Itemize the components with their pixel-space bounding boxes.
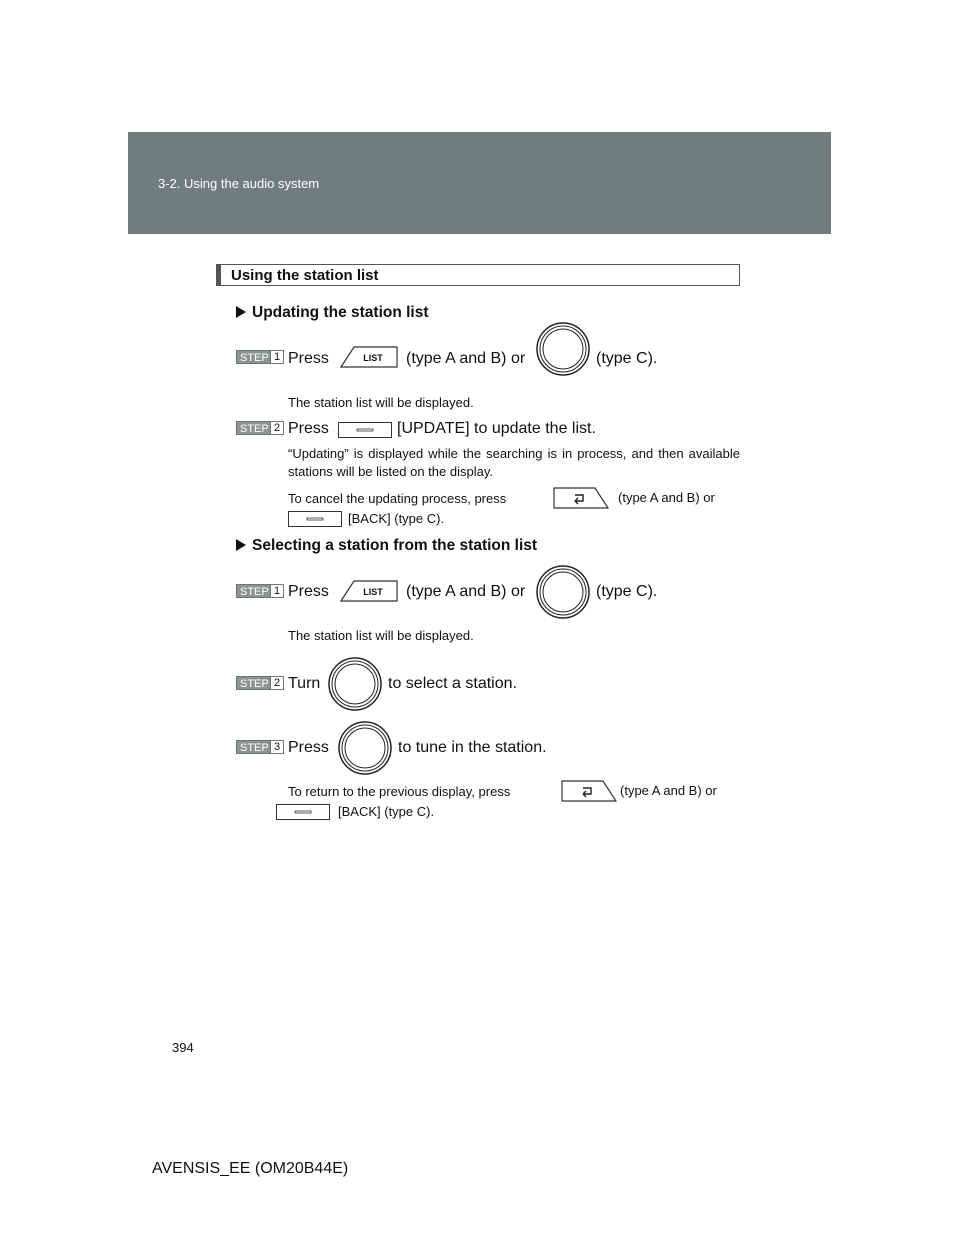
subheading-updating [236, 304, 429, 322]
triangle-bullet-icon [236, 539, 246, 551]
flat-button-icon [338, 422, 392, 438]
step-note-return-mid: (type A and B) or [620, 783, 717, 798]
step-note-cancel-mid: (type A and B) or [618, 490, 715, 505]
chapter-header-band [128, 132, 831, 234]
knob-icon [338, 721, 392, 780]
step-word: STEP [240, 352, 269, 364]
step-word: STEP [240, 586, 269, 598]
step-word: STEP [240, 423, 269, 435]
subheading-selecting [236, 537, 537, 555]
step-text-mid: (type A and B) or [406, 583, 526, 600]
step-badge [236, 676, 284, 690]
step-badge [236, 584, 284, 598]
step-word: STEP [240, 678, 269, 690]
step-number: 2 [270, 677, 283, 689]
knob-icon [536, 322, 590, 381]
back-button-icon [553, 487, 609, 509]
step-text-post: [UPDATE] to update the list. [397, 420, 596, 437]
flat-button-icon [276, 804, 330, 820]
step-note: “Updating” is displayed while the searching is in process, and then available stations will be listed on the display. [288, 446, 740, 479]
subheading-updating-text: Updating the station list [252, 304, 429, 321]
step-badge [236, 421, 284, 435]
step-text-mid: (type A and B) or [406, 350, 526, 367]
step-text-post: (type C). [596, 350, 658, 367]
step-note: The station list will be displayed. [288, 395, 474, 410]
section-title: Using the station list [231, 267, 379, 284]
step-text-pre: Turn [288, 675, 321, 692]
step-note-cancel-pre: To cancel the updating process, press [288, 491, 507, 506]
list-button-icon [340, 580, 398, 602]
step-note: The station list will be displayed. [288, 628, 474, 643]
step-note-return-post: [BACK] (type C). [338, 804, 435, 819]
flat-button-icon [288, 511, 342, 527]
step-number: 2 [270, 422, 283, 434]
step-number: 3 [270, 741, 283, 753]
step-text-pre: Press [288, 583, 329, 600]
step-note-cancel-post: [BACK] (type C). [348, 511, 445, 526]
subheading-selecting-text: Selecting a station from the station list [252, 537, 538, 554]
list-button-icon [340, 346, 398, 368]
step-word: STEP [240, 742, 269, 754]
step-text-pre: Press [288, 739, 329, 756]
back-button-icon [561, 780, 617, 802]
page-number: 394 [172, 1040, 194, 1055]
footer-model-code: AVENSIS_EE (OM20B44E) [152, 1160, 349, 1177]
step-text-pre: Press [288, 350, 329, 367]
step-number: 1 [270, 351, 283, 363]
list-button-label: LIST [363, 587, 383, 597]
step-text-post: to tune in the station. [398, 739, 547, 756]
step-badge [236, 740, 284, 754]
knob-icon [328, 657, 382, 716]
section-title-box [216, 264, 740, 286]
step-number: 1 [270, 585, 283, 597]
triangle-bullet-icon [236, 306, 246, 318]
step-text-pre: Press [288, 420, 329, 437]
step-text-post: (type C). [596, 583, 658, 600]
list-button-label: LIST [363, 353, 383, 363]
chapter-title: 3-2. Using the audio system [158, 176, 320, 191]
step-badge [236, 350, 284, 364]
knob-icon [536, 565, 590, 624]
step-note-return-pre: To return to the previous display, press [288, 784, 511, 799]
step-text-post: to select a station. [388, 675, 517, 692]
